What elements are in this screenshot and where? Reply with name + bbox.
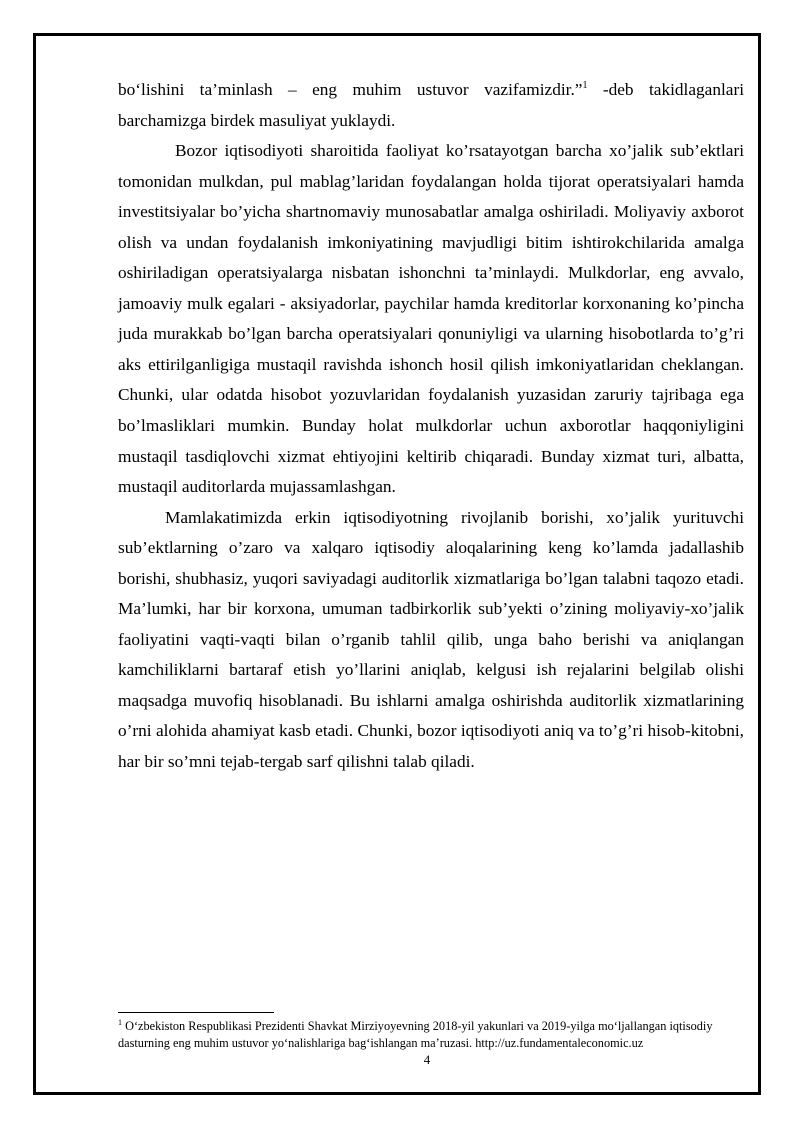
body-text: [118, 75, 744, 778]
paragraph-2: Bozor iqtisodiyoti sharoitida faoliyat ko’rsatayotgan barcha xo’jalik sub’ektlari tomonidan mulkdan, pul mablag’laridan foydalangan holda tijorat operatsiyalari hamda investitsiyalar bo’yicha shartnomaviy munosabatlar amalga oshiriladi. Moliyaviy axborot olish va undan foydalanish imkoniyatining mavjudligi bitim ishtirokchilarida amalga oshiriladigan operatsiyalarga nisbatan ishonchni ta’minlaydi. Mulkdorlar, eng avvalo, jamoaviy mulk egalari - aksiyadorlar, paychilar hamda kreditorlar korxonaning ko’pincha juda murakkab bo’lgan barcha operatsiyalari qonuniyligi va ularning hisobotlarda to’g’ri aks ettirilganligiga mustaqil ravishda ishonch hosil qilish imkoniyatlaridan cheklangan. Chunki, ular odatda hisobot yozuvlaridan foydalanish yuzasidan zaruriy tajribaga ega bo’lmasliklari mumkin. Bunday holat mulkdorlar uchun axborotlar haqqoniyligini mustaqil tasdiqlovchi xizmat ehtiyojini keltirib chiqaradi. Bunday xizmat turi, albatta, mustaqil auditorlarda mujassamlashgan.: [118, 141, 744, 497]
footnote: [118, 1018, 752, 1052]
footnote-separator: [118, 1012, 274, 1013]
footnote-number: 1: [118, 1017, 122, 1027]
paragraph-1: [118, 75, 744, 136]
footnote-text: O‘zbekiston Respublikasi Prezidenti Shavkat Mirziyoyevning 2018-yil yakunlari va 2019-yilga mo‘ljallangan iqtisodiy dasturning eng muhim ustuvor yo‘nalishlariga bag‘ishlangan ma’ruzasi. http://uz.fundamentaleconomic.uz: [118, 1019, 713, 1050]
paragraph-1-text-continued: -deb takidlaganlari barchamizga birdek masuliyat yuklaydi.: [118, 80, 744, 130]
footnote-reference[interactable]: 1: [582, 80, 588, 92]
paragraph-3: Mamlakatimizda erkin iqtisodiyotning rivojlanib borishi, xo’jalik yurituvchi sub’ektlarning o’zaro va xalqaro iqtisodiy aloqalarining keng ko’lamda jadallashib borishi, shubhasiz, yuqori saviyadagi auditorlik xizmatlariga bo’lgan talabni taqozo etadi. Ma’lumki, har bir korxona, umuman tadbirkorlik sub’yekti o’zining moliyaviy-xo’jalik faoliyatini vaqti-vaqti bilan o’rganib tahlil qilib, unga baho berishi va aniqlangan kamchiliklarni bartaraf etish yo’llarini aniqlab, kelgusi ish rejalarini belgilab olishi maqsadga muvofiq hisoblanadi. Bu ishlarni amalga oshirishda auditorlik xizmatlarining o’rni alohida ahamiyat kasb etadi. Chunki, bozor iqtisodiyoti aniq va to’g’ri hisob-kitobni, har bir so’mni tejab-tergab sarf qilishni talab qiladi.: [118, 507, 744, 772]
page-number: 4: [423, 1052, 431, 1067]
page-border: [33, 33, 761, 1095]
paragraph-1-text: bo‘lishini ta’minlash – eng muhim ustuvor vazifamizdir.”: [118, 80, 583, 99]
